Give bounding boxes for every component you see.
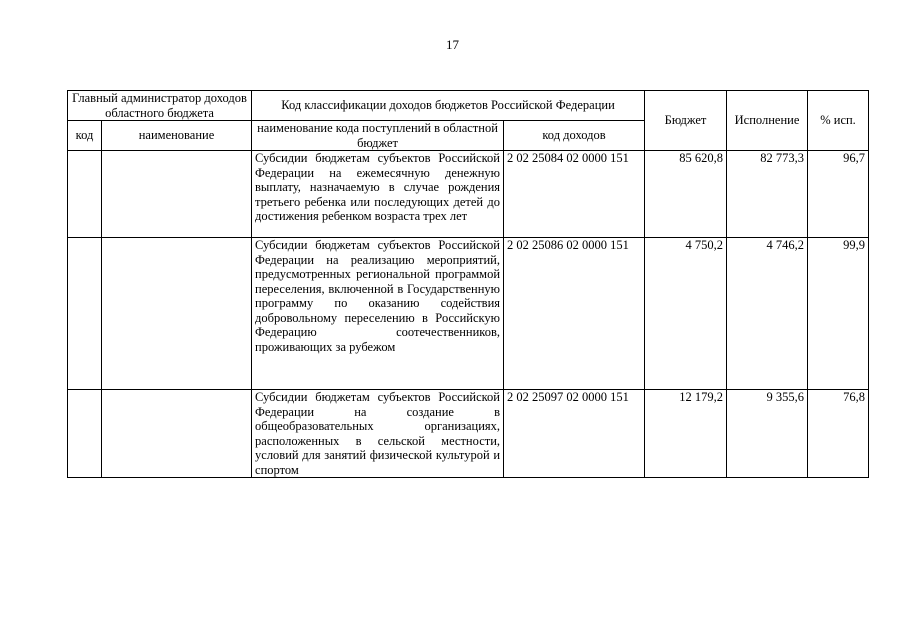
- income-name-cell: Субсидии бюджетам субъектов Российской Федерации на создание в общеобразовательных организациях, расположенных в сельской местности, условий для занятий физической культурой и спортом: [252, 390, 504, 478]
- income-name-cell: Субсидии бюджетам субъектов Российской Федерации на ежемесячную денежную выплату, назначаемую в случае рождения третьего ребенка или последующих детей до достижения ребенком возраста трех лет: [252, 151, 504, 238]
- table-row: [68, 390, 869, 478]
- execution-cell: 4 746,2: [727, 238, 808, 390]
- income-code-cell: 2 02 25084 02 0000 151: [504, 151, 645, 238]
- admin-code-cell: [68, 151, 102, 238]
- admin-code-cell: [68, 390, 102, 478]
- budget-table: [67, 90, 869, 478]
- percent-cell: 99,9: [808, 238, 869, 390]
- execution-cell: 82 773,3: [727, 151, 808, 238]
- percent-cell: 76,8: [808, 390, 869, 478]
- income-name-cell: Субсидии бюджетам субъектов Российской Федерации на реализацию мероприятий, предусмотренных региональной программой переселения, включенной в Государственную программу по оказанию содействия добровольному переселению в Российскую Федерацию соотечественников, проживающих за рубежом: [252, 238, 504, 390]
- header-admin-code: код: [68, 121, 102, 151]
- budget-cell: 85 620,8: [645, 151, 727, 238]
- admin-name-cell: [102, 238, 252, 390]
- budget-cell: 4 750,2: [645, 238, 727, 390]
- income-code-cell: 2 02 25086 02 0000 151: [504, 238, 645, 390]
- admin-name-cell: [102, 151, 252, 238]
- table-row: [68, 238, 869, 390]
- table-row: [68, 151, 869, 238]
- header-classification-group: Код классификации доходов бюджетов Российской Федерации: [252, 91, 645, 121]
- header-row-top: [68, 91, 869, 121]
- header-income-code: код доходов: [504, 121, 645, 151]
- budget-cell: 12 179,2: [645, 390, 727, 478]
- header-admin-group: Главный администратор доходов областного бюджета: [68, 91, 252, 121]
- page-number: 17: [446, 37, 459, 52]
- execution-cell: 9 355,6: [727, 390, 808, 478]
- admin-code-cell: [68, 238, 102, 390]
- admin-name-cell: [102, 390, 252, 478]
- header-percent: % исп.: [808, 91, 869, 151]
- header-execution: Исполнение: [727, 91, 808, 151]
- percent-cell: 96,7: [808, 151, 869, 238]
- income-code-cell: 2 02 25097 02 0000 151: [504, 390, 645, 478]
- header-budget: Бюджет: [645, 91, 727, 151]
- header-income-code-name: наименование кода поступлений в областной бюджет: [252, 121, 504, 151]
- header-admin-name: наименование: [102, 121, 252, 151]
